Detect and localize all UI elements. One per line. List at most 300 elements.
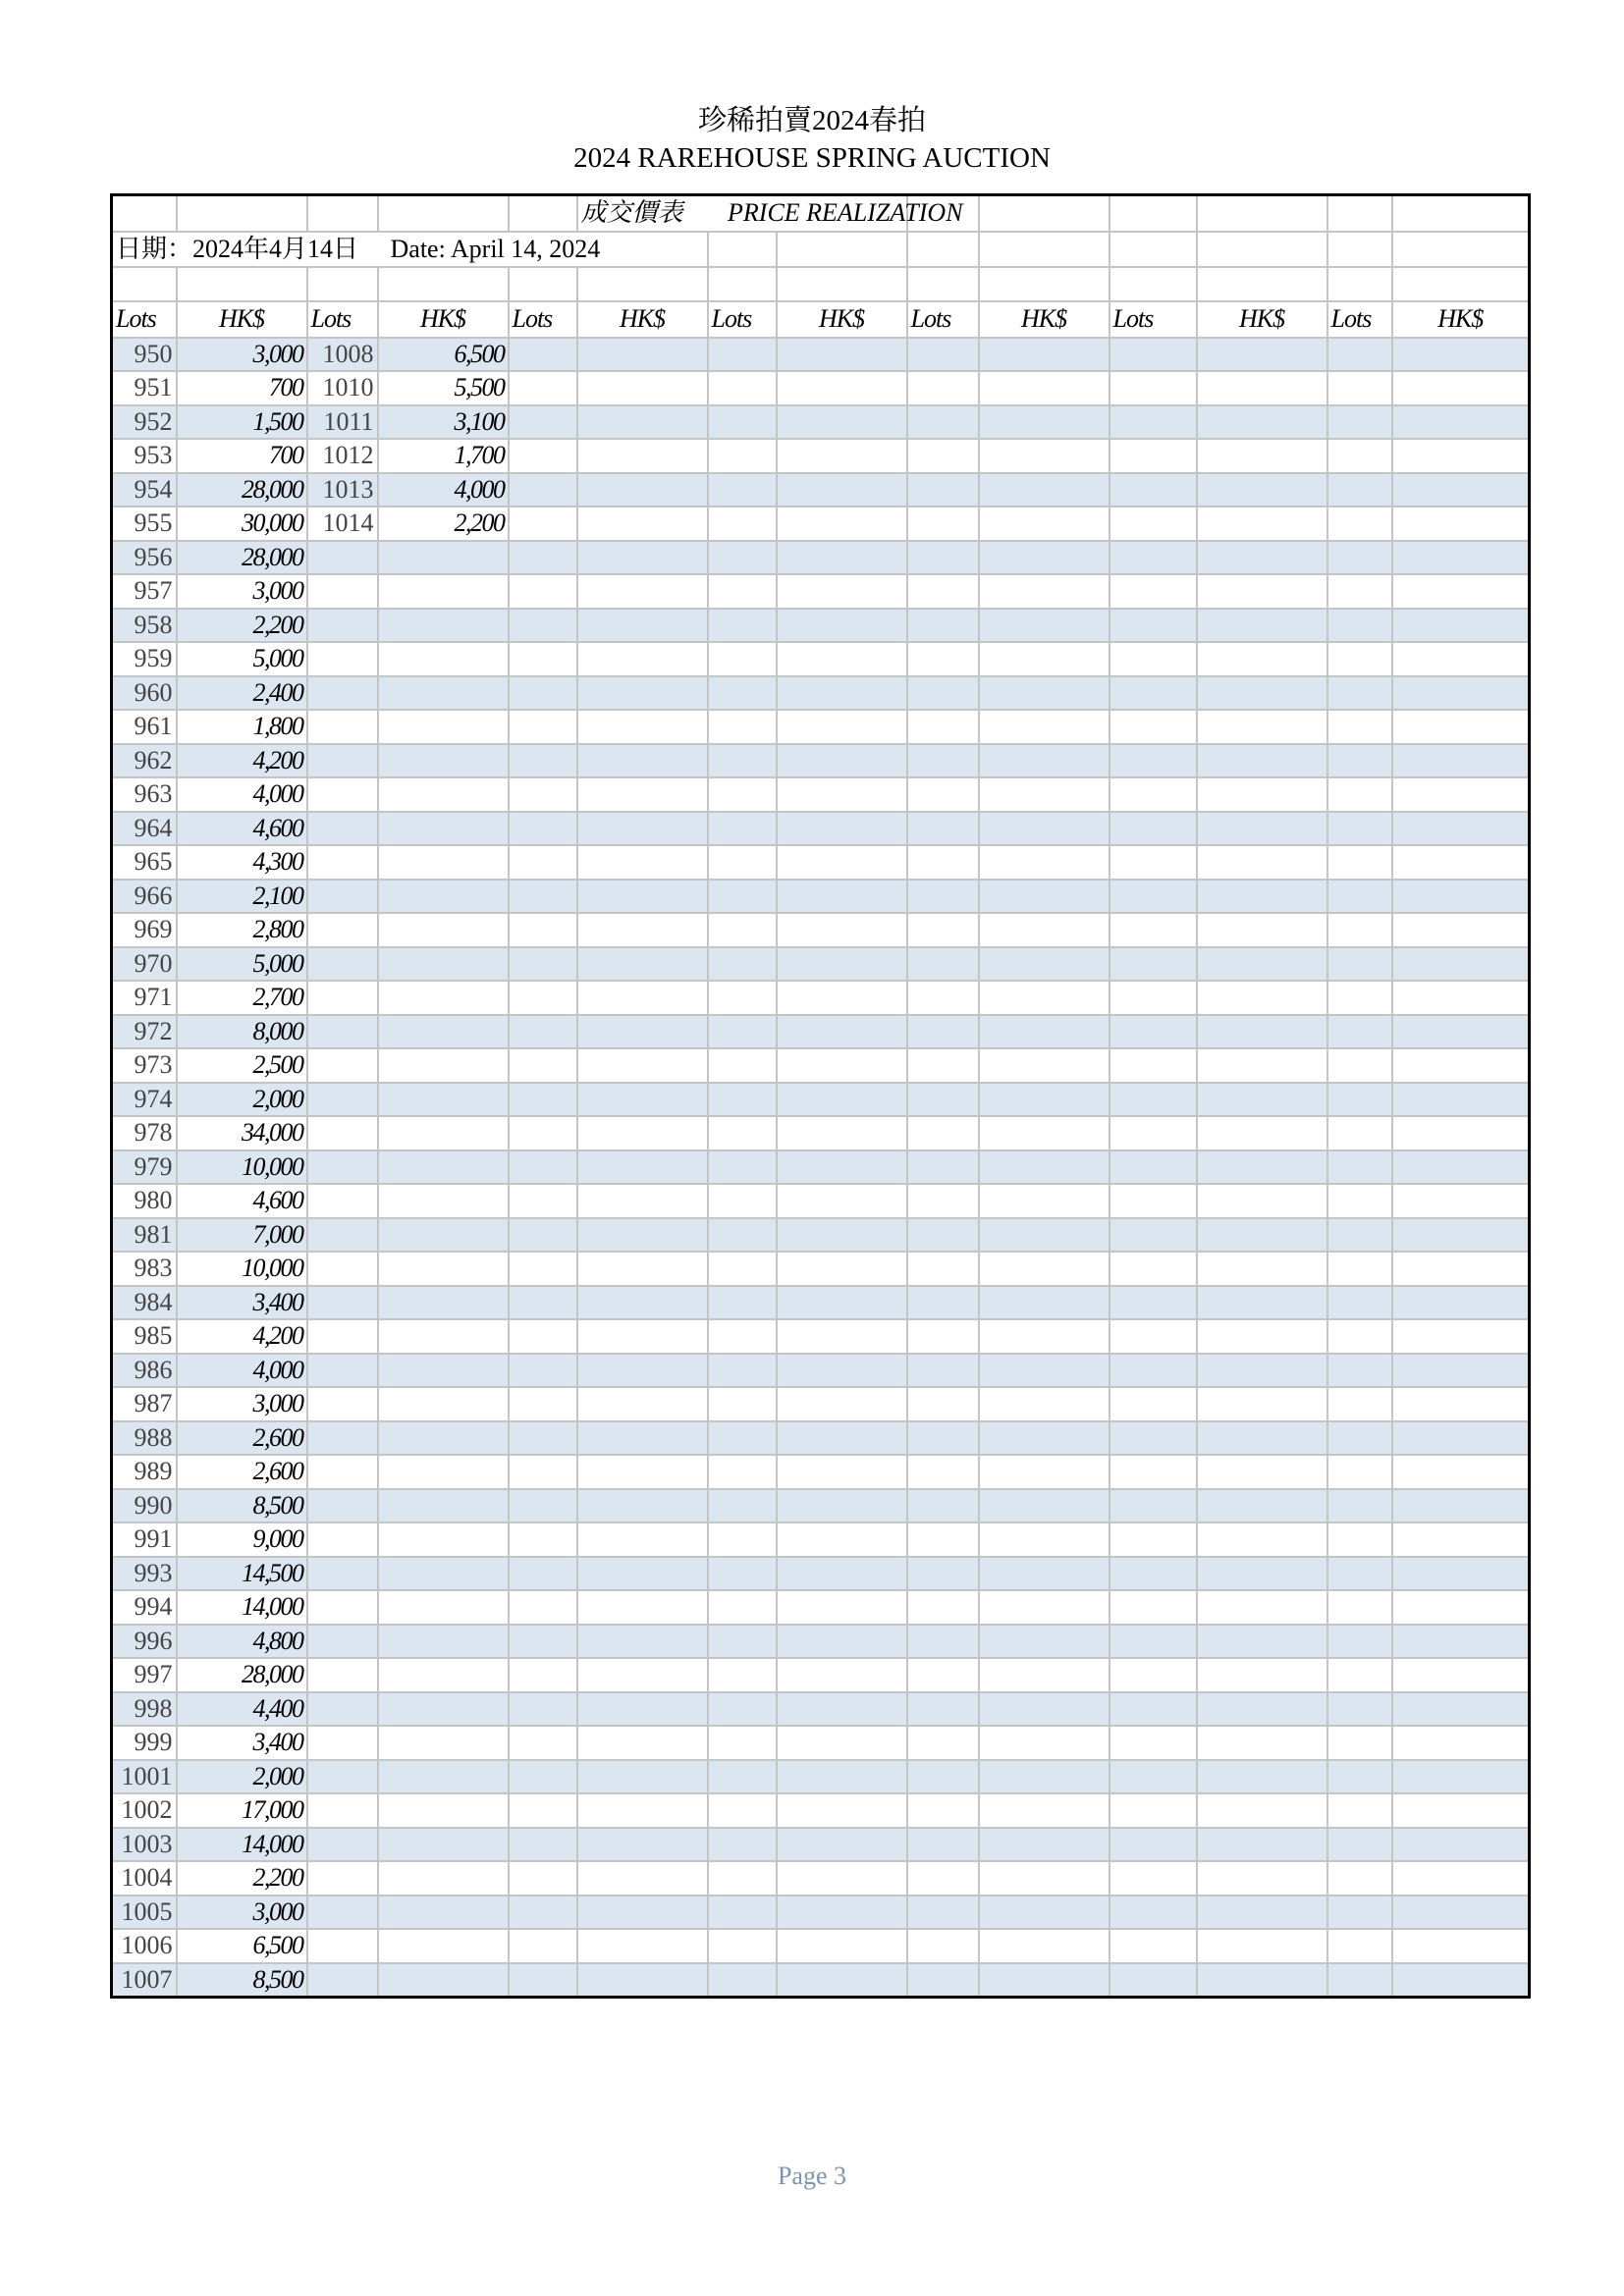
empty-price-cell bbox=[1197, 1150, 1327, 1185]
lot-number: 960 bbox=[112, 676, 177, 711]
empty-lot-cell bbox=[907, 1929, 979, 1963]
empty-lot-cell bbox=[307, 880, 378, 914]
table-row bbox=[112, 1929, 1530, 1963]
empty-price-cell bbox=[777, 1252, 907, 1286]
lot-number: 957 bbox=[112, 574, 177, 609]
empty-lot-cell bbox=[1110, 1319, 1197, 1354]
empty-price-cell bbox=[979, 1015, 1110, 1049]
empty-price-cell bbox=[1392, 1793, 1530, 1828]
empty-lot-cell bbox=[1327, 1692, 1392, 1727]
empty-lot-cell bbox=[708, 880, 777, 914]
empty-price-cell bbox=[1392, 1896, 1530, 1930]
empty-lot-cell bbox=[1327, 1963, 1392, 1998]
document-title bbox=[0, 102, 1624, 177]
empty-price-cell bbox=[1392, 845, 1530, 880]
table-row bbox=[112, 1726, 1530, 1760]
hammer-price: 5,000 bbox=[177, 642, 307, 676]
empty-lot-cell bbox=[1110, 1489, 1197, 1523]
empty-price-cell bbox=[979, 439, 1110, 473]
empty-price-cell bbox=[777, 1760, 907, 1794]
empty-price-cell bbox=[577, 947, 708, 982]
empty-price-cell bbox=[777, 371, 907, 405]
empty-price-cell bbox=[1392, 1150, 1530, 1185]
empty-lot-cell bbox=[708, 1861, 777, 1896]
empty-price-cell bbox=[777, 541, 907, 575]
empty-price-cell bbox=[979, 880, 1110, 914]
empty-lot-cell bbox=[509, 1116, 577, 1150]
empty-lot-cell bbox=[907, 676, 979, 711]
hammer-price: 3,000 bbox=[177, 1387, 307, 1421]
hammer-price: 28,000 bbox=[177, 473, 307, 507]
empty-price-cell bbox=[777, 1387, 907, 1421]
empty-lot-cell bbox=[509, 1658, 577, 1692]
empty-lot-cell bbox=[509, 541, 577, 575]
empty-lot-cell bbox=[1110, 609, 1197, 643]
empty-price-cell bbox=[777, 1150, 907, 1185]
empty-lot-cell bbox=[307, 1319, 378, 1354]
empty-price-cell bbox=[1197, 1896, 1327, 1930]
empty-lot-cell bbox=[509, 1489, 577, 1523]
empty-lot-cell bbox=[1110, 1421, 1197, 1456]
title-chinese: 珍稀拍賣2024春拍 bbox=[697, 105, 926, 136]
empty-lot-cell bbox=[307, 609, 378, 643]
empty-lot-cell bbox=[509, 338, 577, 372]
empty-price-cell bbox=[378, 947, 509, 982]
empty-price-cell bbox=[577, 913, 708, 947]
empty-price-cell bbox=[378, 1963, 509, 1998]
empty-price-cell bbox=[378, 1252, 509, 1286]
empty-lot-cell bbox=[708, 507, 777, 541]
empty-lot-cell bbox=[907, 1319, 979, 1354]
empty-lot-cell bbox=[1110, 1150, 1197, 1185]
empty-price-cell bbox=[777, 812, 907, 846]
hammer-price: 28,000 bbox=[177, 1658, 307, 1692]
empty-lot-cell bbox=[1327, 1421, 1392, 1456]
empty-lot-cell bbox=[1110, 1387, 1197, 1421]
empty-price-cell bbox=[577, 439, 708, 473]
hammer-price: 14,000 bbox=[177, 1828, 307, 1862]
empty-lot-cell bbox=[1110, 744, 1197, 778]
empty-price-cell bbox=[378, 1048, 509, 1083]
empty-lot-cell bbox=[708, 1286, 777, 1320]
empty-price-cell bbox=[1197, 777, 1327, 812]
empty-price-cell bbox=[979, 1658, 1110, 1692]
column-header-lots: Lots bbox=[708, 301, 777, 338]
empty-price-cell bbox=[577, 981, 708, 1015]
empty-price-cell bbox=[378, 710, 509, 744]
empty-price-cell bbox=[979, 1861, 1110, 1896]
empty-price-cell bbox=[577, 609, 708, 643]
empty-price-cell bbox=[777, 1218, 907, 1253]
empty-lot-cell bbox=[708, 1184, 777, 1218]
empty-lot-cell bbox=[907, 1354, 979, 1388]
empty-lot-cell bbox=[1327, 880, 1392, 914]
table-row bbox=[112, 1116, 1530, 1150]
empty-lot-cell bbox=[509, 1692, 577, 1727]
lot-number: 994 bbox=[112, 1590, 177, 1625]
empty-price-cell bbox=[777, 1489, 907, 1523]
empty-lot-cell bbox=[307, 947, 378, 982]
empty-price-cell bbox=[1197, 405, 1327, 440]
empty-lot-cell bbox=[708, 1522, 777, 1557]
empty-lot-cell bbox=[708, 1828, 777, 1862]
empty-lot-cell bbox=[509, 676, 577, 711]
empty-price-cell bbox=[1197, 1421, 1327, 1456]
empty-lot-cell bbox=[1110, 574, 1197, 609]
table-row bbox=[112, 1015, 1530, 1049]
lot-number: 1001 bbox=[112, 1760, 177, 1794]
empty-price-cell bbox=[577, 1896, 708, 1930]
empty-price-cell bbox=[577, 541, 708, 575]
empty-price-cell bbox=[1392, 777, 1530, 812]
empty-lot-cell bbox=[509, 405, 577, 440]
empty-price-cell bbox=[979, 1116, 1110, 1150]
empty-lot-cell bbox=[907, 405, 979, 440]
hammer-price: 3,000 bbox=[177, 338, 307, 372]
empty-price-cell bbox=[378, 913, 509, 947]
empty-lot-cell bbox=[907, 541, 979, 575]
empty-price-cell bbox=[979, 1760, 1110, 1794]
lot-number: 955 bbox=[112, 507, 177, 541]
empty-price-cell bbox=[577, 371, 708, 405]
empty-lot-cell bbox=[1110, 1625, 1197, 1659]
empty-price-cell bbox=[378, 1557, 509, 1591]
lot-number: 997 bbox=[112, 1658, 177, 1692]
table-row bbox=[112, 981, 1530, 1015]
empty-price-cell bbox=[577, 1522, 708, 1557]
empty-price-cell bbox=[979, 609, 1110, 643]
date-label-en: Date: April 14, 2024 bbox=[390, 234, 601, 263]
empty-price-cell bbox=[1197, 880, 1327, 914]
table-row bbox=[112, 676, 1530, 711]
empty-lot-cell bbox=[307, 777, 378, 812]
empty-lot-cell bbox=[1110, 913, 1197, 947]
empty-price-cell bbox=[979, 845, 1110, 880]
lot-number: 959 bbox=[112, 642, 177, 676]
empty-price-cell bbox=[577, 1116, 708, 1150]
empty-lot-cell bbox=[708, 1793, 777, 1828]
empty-lot-cell bbox=[1110, 1015, 1197, 1049]
empty-price-cell bbox=[378, 1319, 509, 1354]
empty-lot-cell bbox=[307, 1896, 378, 1930]
empty-lot-cell bbox=[307, 1760, 378, 1794]
table-row bbox=[112, 1048, 1530, 1083]
empty-lot-cell bbox=[907, 710, 979, 744]
empty-price-cell bbox=[1197, 947, 1327, 982]
column-header-row bbox=[112, 301, 1530, 338]
empty-lot-cell bbox=[907, 609, 979, 643]
empty-price-cell bbox=[777, 1184, 907, 1218]
empty-price-cell bbox=[577, 1828, 708, 1862]
empty-lot-cell bbox=[1110, 642, 1197, 676]
empty-lot-cell bbox=[907, 1760, 979, 1794]
lot-number: 1007 bbox=[112, 1963, 177, 1998]
empty-lot-cell bbox=[1110, 1896, 1197, 1930]
hammer-price: 4,200 bbox=[177, 744, 307, 778]
empty-lot-cell bbox=[907, 1793, 979, 1828]
empty-lot-cell bbox=[1327, 981, 1392, 1015]
empty-price-cell bbox=[378, 1760, 509, 1794]
empty-lot-cell bbox=[509, 1184, 577, 1218]
empty-lot-cell bbox=[708, 981, 777, 1015]
hammer-price: 4,000 bbox=[177, 777, 307, 812]
table-row bbox=[112, 405, 1530, 440]
empty-price-cell bbox=[577, 1387, 708, 1421]
empty-lot-cell bbox=[907, 1522, 979, 1557]
hammer-price: 9,000 bbox=[177, 1522, 307, 1557]
hammer-price: 4,400 bbox=[177, 1692, 307, 1727]
hammer-price: 4,300 bbox=[177, 845, 307, 880]
table-row bbox=[112, 473, 1530, 507]
empty-price-cell bbox=[777, 1929, 907, 1963]
table-row bbox=[112, 1218, 1530, 1253]
empty-lot-cell bbox=[708, 1896, 777, 1930]
empty-lot-cell bbox=[907, 439, 979, 473]
empty-lot-cell bbox=[1327, 1455, 1392, 1489]
lot-number: 951 bbox=[112, 371, 177, 405]
empty-price-cell bbox=[378, 1421, 509, 1456]
empty-price-cell bbox=[979, 1455, 1110, 1489]
empty-price-cell bbox=[979, 812, 1110, 846]
empty-price-cell bbox=[1392, 1252, 1530, 1286]
lot-number: 965 bbox=[112, 845, 177, 880]
empty-price-cell bbox=[378, 1793, 509, 1828]
empty-price-cell bbox=[1197, 1658, 1327, 1692]
empty-price-cell bbox=[1197, 439, 1327, 473]
empty-price-cell bbox=[378, 1658, 509, 1692]
empty-lot-cell bbox=[1327, 1354, 1392, 1388]
empty-price-cell bbox=[777, 338, 907, 372]
column-header-lots: Lots bbox=[307, 301, 378, 338]
table-row bbox=[112, 1083, 1530, 1117]
empty-price-cell bbox=[577, 1793, 708, 1828]
lot-number: 1014 bbox=[307, 507, 378, 541]
lot-number: 984 bbox=[112, 1286, 177, 1320]
hammer-price: 700 bbox=[177, 371, 307, 405]
empty-price-cell bbox=[378, 1150, 509, 1185]
empty-lot-cell bbox=[509, 744, 577, 778]
empty-price-cell bbox=[577, 1354, 708, 1388]
empty-price-cell bbox=[1392, 1048, 1530, 1083]
table-row bbox=[112, 1421, 1530, 1456]
empty-lot-cell bbox=[307, 1116, 378, 1150]
empty-lot-cell bbox=[708, 1929, 777, 1963]
empty-lot-cell bbox=[907, 1048, 979, 1083]
table-row bbox=[112, 1286, 1530, 1320]
column-header-price: HK$ bbox=[1197, 301, 1327, 338]
empty-lot-cell bbox=[907, 1116, 979, 1150]
empty-lot-cell bbox=[708, 845, 777, 880]
lot-number: 964 bbox=[112, 812, 177, 846]
empty-price-cell bbox=[777, 405, 907, 440]
empty-price-cell bbox=[577, 642, 708, 676]
empty-price-cell bbox=[577, 1184, 708, 1218]
empty-price-cell bbox=[577, 1963, 708, 1998]
empty-price-cell bbox=[378, 574, 509, 609]
table-row bbox=[112, 1692, 1530, 1727]
empty-lot-cell bbox=[307, 1455, 378, 1489]
empty-price-cell bbox=[1392, 1015, 1530, 1049]
empty-lot-cell bbox=[907, 880, 979, 914]
empty-price-cell bbox=[1392, 1692, 1530, 1727]
empty-price-cell bbox=[378, 1726, 509, 1760]
lot-number: 991 bbox=[112, 1522, 177, 1557]
empty-lot-cell bbox=[1327, 1150, 1392, 1185]
empty-lot-cell bbox=[708, 439, 777, 473]
hammer-price: 10,000 bbox=[177, 1252, 307, 1286]
empty-price-cell bbox=[577, 1692, 708, 1727]
empty-lot-cell bbox=[708, 541, 777, 575]
empty-price-cell bbox=[577, 744, 708, 778]
empty-price-cell bbox=[979, 1726, 1110, 1760]
empty-price-cell bbox=[1392, 1455, 1530, 1489]
empty-lot-cell bbox=[907, 981, 979, 1015]
empty-price-cell bbox=[1392, 439, 1530, 473]
column-header-price: HK$ bbox=[979, 301, 1110, 338]
heading-row bbox=[112, 195, 1530, 232]
empty-price-cell bbox=[577, 1455, 708, 1489]
empty-lot-cell bbox=[1110, 1590, 1197, 1625]
empty-lot-cell bbox=[1110, 1658, 1197, 1692]
empty-price-cell bbox=[1392, 1116, 1530, 1150]
empty-lot-cell bbox=[907, 371, 979, 405]
empty-lot-cell bbox=[1110, 981, 1197, 1015]
empty-lot-cell bbox=[1327, 947, 1392, 982]
empty-lot-cell bbox=[907, 1455, 979, 1489]
empty-lot-cell bbox=[708, 1048, 777, 1083]
empty-price-cell bbox=[378, 1896, 509, 1930]
table-row bbox=[112, 744, 1530, 778]
table-row bbox=[112, 1760, 1530, 1794]
empty-price-cell bbox=[1392, 642, 1530, 676]
lot-number: 963 bbox=[112, 777, 177, 812]
lot-number: 953 bbox=[112, 439, 177, 473]
lot-number: 987 bbox=[112, 1387, 177, 1421]
column-header-lots: Lots bbox=[1327, 301, 1392, 338]
table-row bbox=[112, 777, 1530, 812]
empty-lot-cell bbox=[708, 812, 777, 846]
empty-lot-cell bbox=[907, 1590, 979, 1625]
empty-lot-cell bbox=[708, 338, 777, 372]
empty-lot-cell bbox=[708, 1692, 777, 1727]
table-row bbox=[112, 371, 1530, 405]
empty-lot-cell bbox=[708, 1319, 777, 1354]
empty-price-cell bbox=[1392, 1625, 1530, 1659]
empty-lot-cell bbox=[907, 1083, 979, 1117]
table-row bbox=[112, 913, 1530, 947]
empty-price-cell bbox=[777, 1015, 907, 1049]
lot-number: 989 bbox=[112, 1455, 177, 1489]
empty-lot-cell bbox=[708, 1083, 777, 1117]
empty-lot-cell bbox=[1327, 1116, 1392, 1150]
empty-lot-cell bbox=[708, 1015, 777, 1049]
empty-price-cell bbox=[1197, 1387, 1327, 1421]
empty-price-cell bbox=[979, 1489, 1110, 1523]
hammer-price: 8,000 bbox=[177, 1015, 307, 1049]
empty-price-cell bbox=[979, 1625, 1110, 1659]
empty-lot-cell bbox=[1327, 1625, 1392, 1659]
empty-price-cell bbox=[777, 710, 907, 744]
empty-price-cell bbox=[979, 1590, 1110, 1625]
empty-price-cell bbox=[777, 1625, 907, 1659]
empty-price-cell bbox=[777, 1896, 907, 1930]
empty-price-cell bbox=[777, 1828, 907, 1862]
lot-number: 979 bbox=[112, 1150, 177, 1185]
empty-price-cell bbox=[777, 1726, 907, 1760]
empty-price-cell bbox=[378, 845, 509, 880]
empty-lot-cell bbox=[1110, 541, 1197, 575]
empty-lot-cell bbox=[1110, 1726, 1197, 1760]
empty-lot-cell bbox=[509, 1015, 577, 1049]
hammer-price: 1,800 bbox=[177, 710, 307, 744]
empty-lot-cell bbox=[1110, 676, 1197, 711]
empty-price-cell bbox=[979, 1319, 1110, 1354]
empty-lot-cell bbox=[1327, 1319, 1392, 1354]
empty-price-cell bbox=[1197, 1590, 1327, 1625]
empty-price-cell bbox=[979, 777, 1110, 812]
empty-lot-cell bbox=[509, 1557, 577, 1591]
empty-lot-cell bbox=[708, 1590, 777, 1625]
empty-lot-cell bbox=[907, 777, 979, 812]
empty-price-cell bbox=[577, 1861, 708, 1896]
empty-price-cell bbox=[979, 1522, 1110, 1557]
table-row bbox=[112, 1387, 1530, 1421]
empty-lot-cell bbox=[307, 1828, 378, 1862]
empty-lot-cell bbox=[1327, 845, 1392, 880]
empty-price-cell bbox=[1197, 541, 1327, 575]
empty-lot-cell bbox=[1327, 439, 1392, 473]
empty-lot-cell bbox=[307, 1658, 378, 1692]
empty-price-cell bbox=[777, 1083, 907, 1117]
empty-price-cell bbox=[777, 1354, 907, 1388]
empty-lot-cell bbox=[907, 1015, 979, 1049]
empty-lot-cell bbox=[708, 1421, 777, 1456]
empty-price-cell bbox=[378, 1286, 509, 1320]
empty-price-cell bbox=[1392, 371, 1530, 405]
hammer-price: 3,100 bbox=[378, 405, 509, 440]
empty-lot-cell bbox=[1110, 880, 1197, 914]
empty-price-cell bbox=[577, 507, 708, 541]
empty-lot-cell bbox=[708, 473, 777, 507]
empty-price-cell bbox=[979, 642, 1110, 676]
empty-price-cell bbox=[777, 845, 907, 880]
empty-lot-cell bbox=[907, 574, 979, 609]
empty-price-cell bbox=[1197, 1083, 1327, 1117]
empty-price-cell bbox=[577, 777, 708, 812]
empty-lot-cell bbox=[509, 710, 577, 744]
empty-lot-cell bbox=[307, 1252, 378, 1286]
empty-price-cell bbox=[777, 1590, 907, 1625]
hammer-price: 2,600 bbox=[177, 1455, 307, 1489]
empty-price-cell bbox=[979, 1896, 1110, 1930]
empty-lot-cell bbox=[1110, 1557, 1197, 1591]
empty-price-cell bbox=[378, 1015, 509, 1049]
empty-lot-cell bbox=[1327, 1184, 1392, 1218]
empty-price-cell bbox=[777, 642, 907, 676]
empty-price-cell bbox=[1392, 1929, 1530, 1963]
empty-price-cell bbox=[378, 1625, 509, 1659]
empty-price-cell bbox=[1392, 1963, 1530, 1998]
empty-lot-cell bbox=[907, 1252, 979, 1286]
empty-lot-cell bbox=[509, 439, 577, 473]
empty-price-cell bbox=[378, 1489, 509, 1523]
empty-price-cell bbox=[979, 1083, 1110, 1117]
empty-lot-cell bbox=[1327, 710, 1392, 744]
empty-price-cell bbox=[777, 1658, 907, 1692]
empty-price-cell bbox=[979, 1387, 1110, 1421]
empty-price-cell bbox=[1392, 1489, 1530, 1523]
empty-lot-cell bbox=[708, 1116, 777, 1150]
